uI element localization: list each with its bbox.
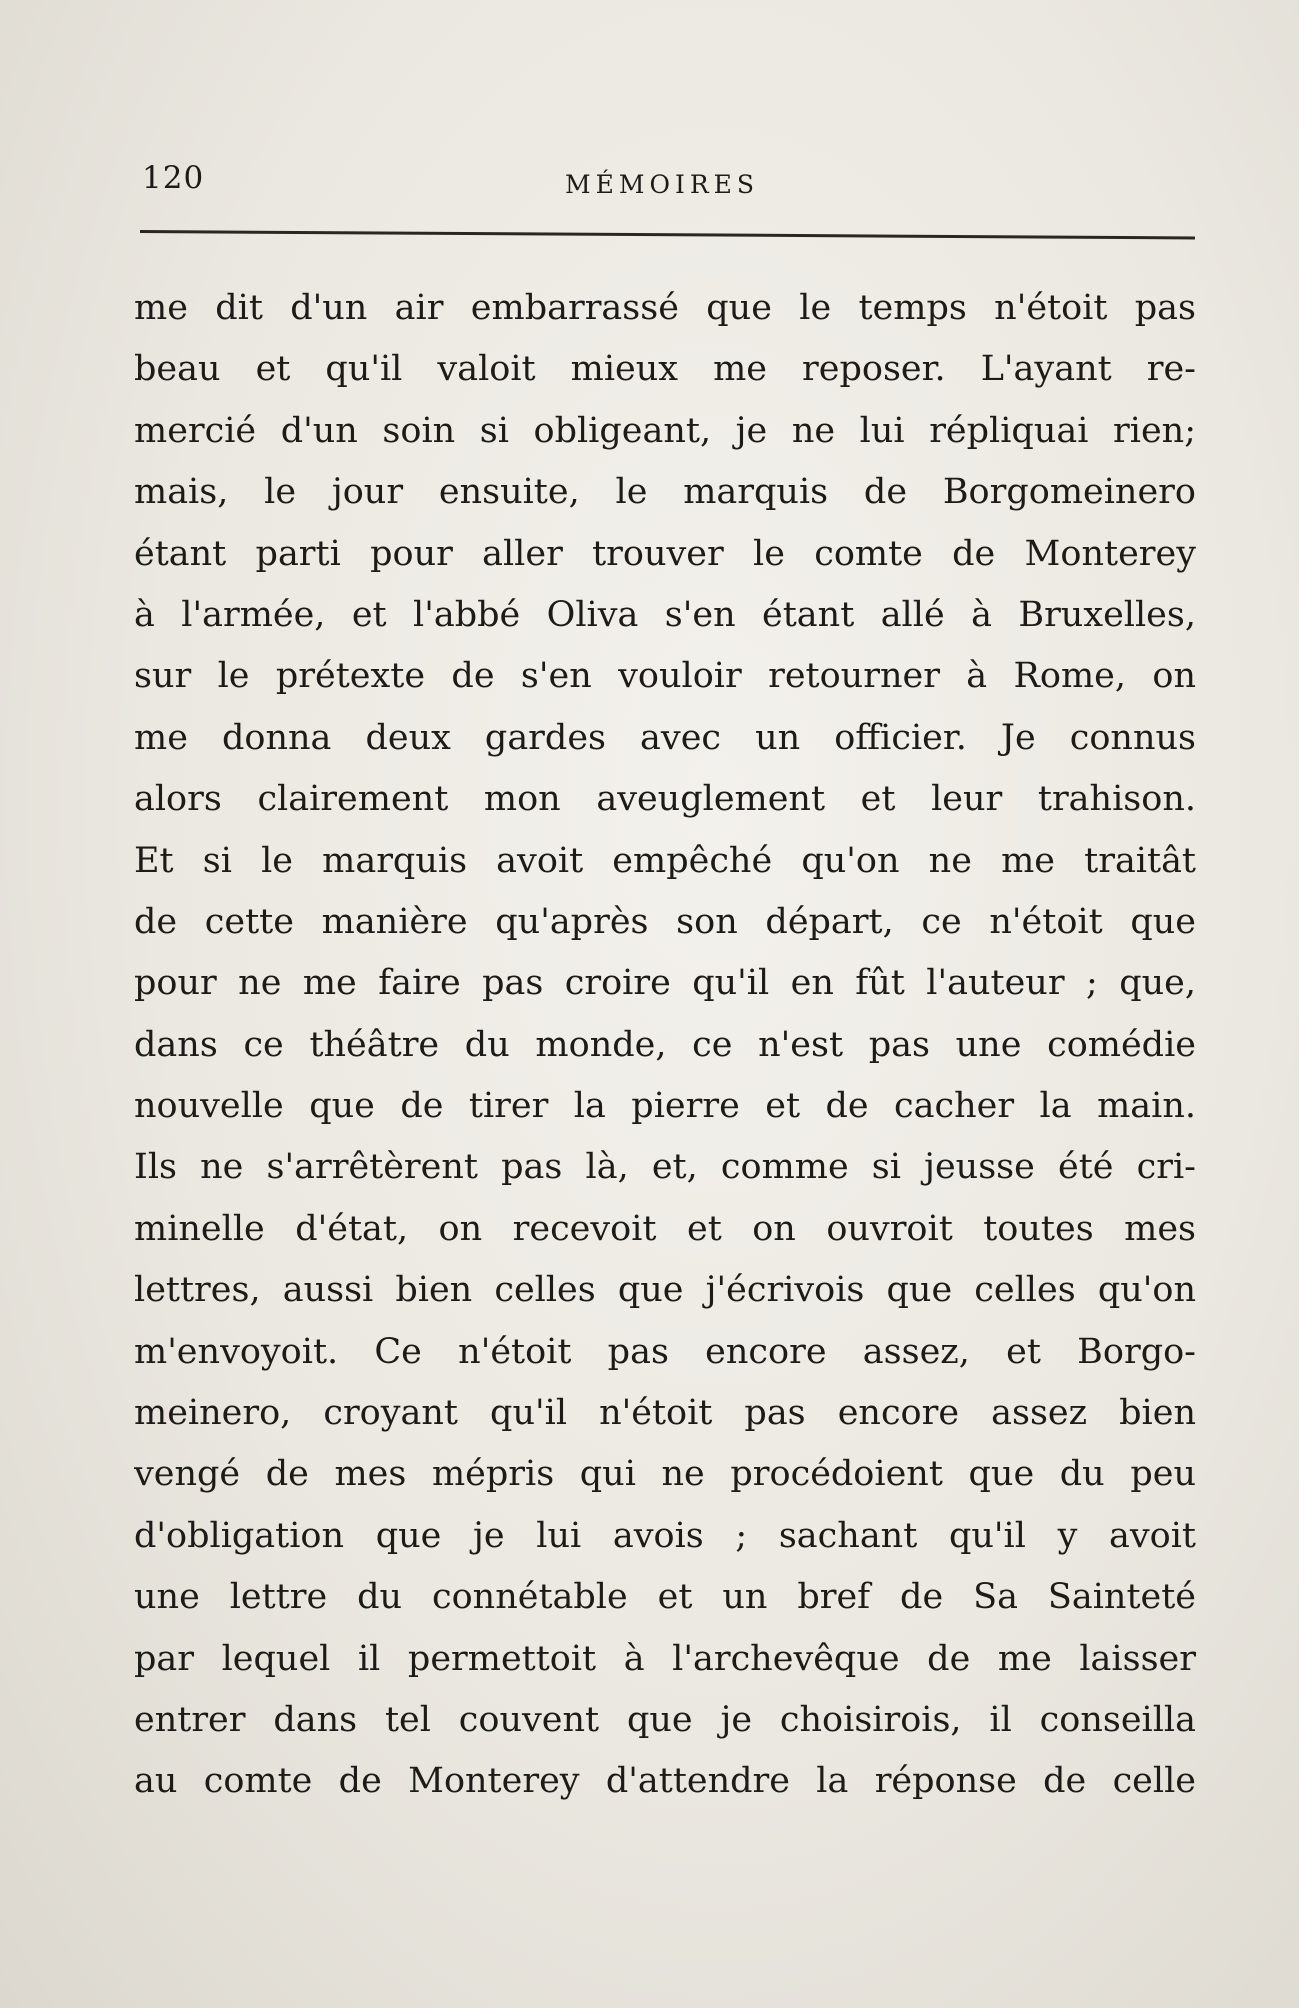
text-line: Et si le marquis avoit empêché qu'on ne me traitât: [134, 840, 1196, 881]
text-line: sur le prétexte de s'en vouloir retourner à Rome, on: [134, 656, 1196, 697]
text-line: à l'armée, et l'abbé Oliva s'en étant allé à Bruxelles,: [134, 594, 1196, 635]
text-line: d'obligation que je lui avois ; sachant qu'il y avoit: [134, 1515, 1196, 1556]
text-line: lettres, aussi bien celles que j'écrivois que celles qu'on: [134, 1270, 1196, 1311]
text-line: me dit d'un air embarrassé que le temps n'étoit pas: [134, 288, 1196, 328]
text-line: dans ce théâtre du monde, ce n'est pas une comédie: [134, 1024, 1196, 1065]
text-line: alors clairement mon aveuglement et leur trahison.: [134, 779, 1196, 820]
text-line: nouvelle que de tirer la pierre et de cacher la main.: [134, 1086, 1196, 1127]
text-line: vengé de mes mépris qui ne procédoient que du peu: [134, 1454, 1196, 1495]
text-line: Ils ne s'arrêtèrent pas là, et, comme si jeusse été cri-: [134, 1147, 1196, 1188]
text-line: mercié d'un soin si obligeant, je ne lui répliquai rien;: [134, 410, 1196, 451]
text-line: meinero, croyant qu'il n'étoit pas encore assez bien: [134, 1393, 1196, 1434]
text-line: beau et qu'il valoit mieux me reposer. L'ayant re-: [134, 349, 1196, 390]
running-title: MÉMOIRES: [565, 170, 760, 199]
text-line: pour ne me faire pas croire qu'il en fût l'auteur ; que,: [134, 963, 1196, 1004]
running-head: [140, 160, 1200, 200]
text-line: m'envoyoit. Ce n'étoit pas encore assez, et Borgo-: [134, 1331, 1196, 1372]
page-number: 120: [142, 160, 205, 196]
text-line: me donna deux gardes avec un officier. Je connus: [134, 717, 1196, 758]
text-line: par lequel il permettoit à l'archevêque de me laisser: [134, 1638, 1196, 1679]
text-line: une lettre du connétable et un bref de Sa Sainteté: [134, 1577, 1196, 1618]
header-rule: [140, 230, 1195, 239]
text-line: mais, le jour ensuite, le marquis de Borgomeinero: [134, 472, 1196, 513]
text-line: minelle d'état, on recevoit et on ouvroit toutes mes: [134, 1208, 1196, 1249]
text-line: au comte de Monterey d'attendre la réponse de celle: [134, 1761, 1196, 1802]
text-line: étant parti pour aller trouver le comte de Monterey: [134, 533, 1196, 574]
text-line: de cette manière qu'après son départ, ce n'étoit que: [134, 901, 1196, 942]
body-text: [134, 283, 1196, 1818]
text-line: entrer dans tel couvent que je choisirois, il conseilla: [134, 1699, 1196, 1740]
